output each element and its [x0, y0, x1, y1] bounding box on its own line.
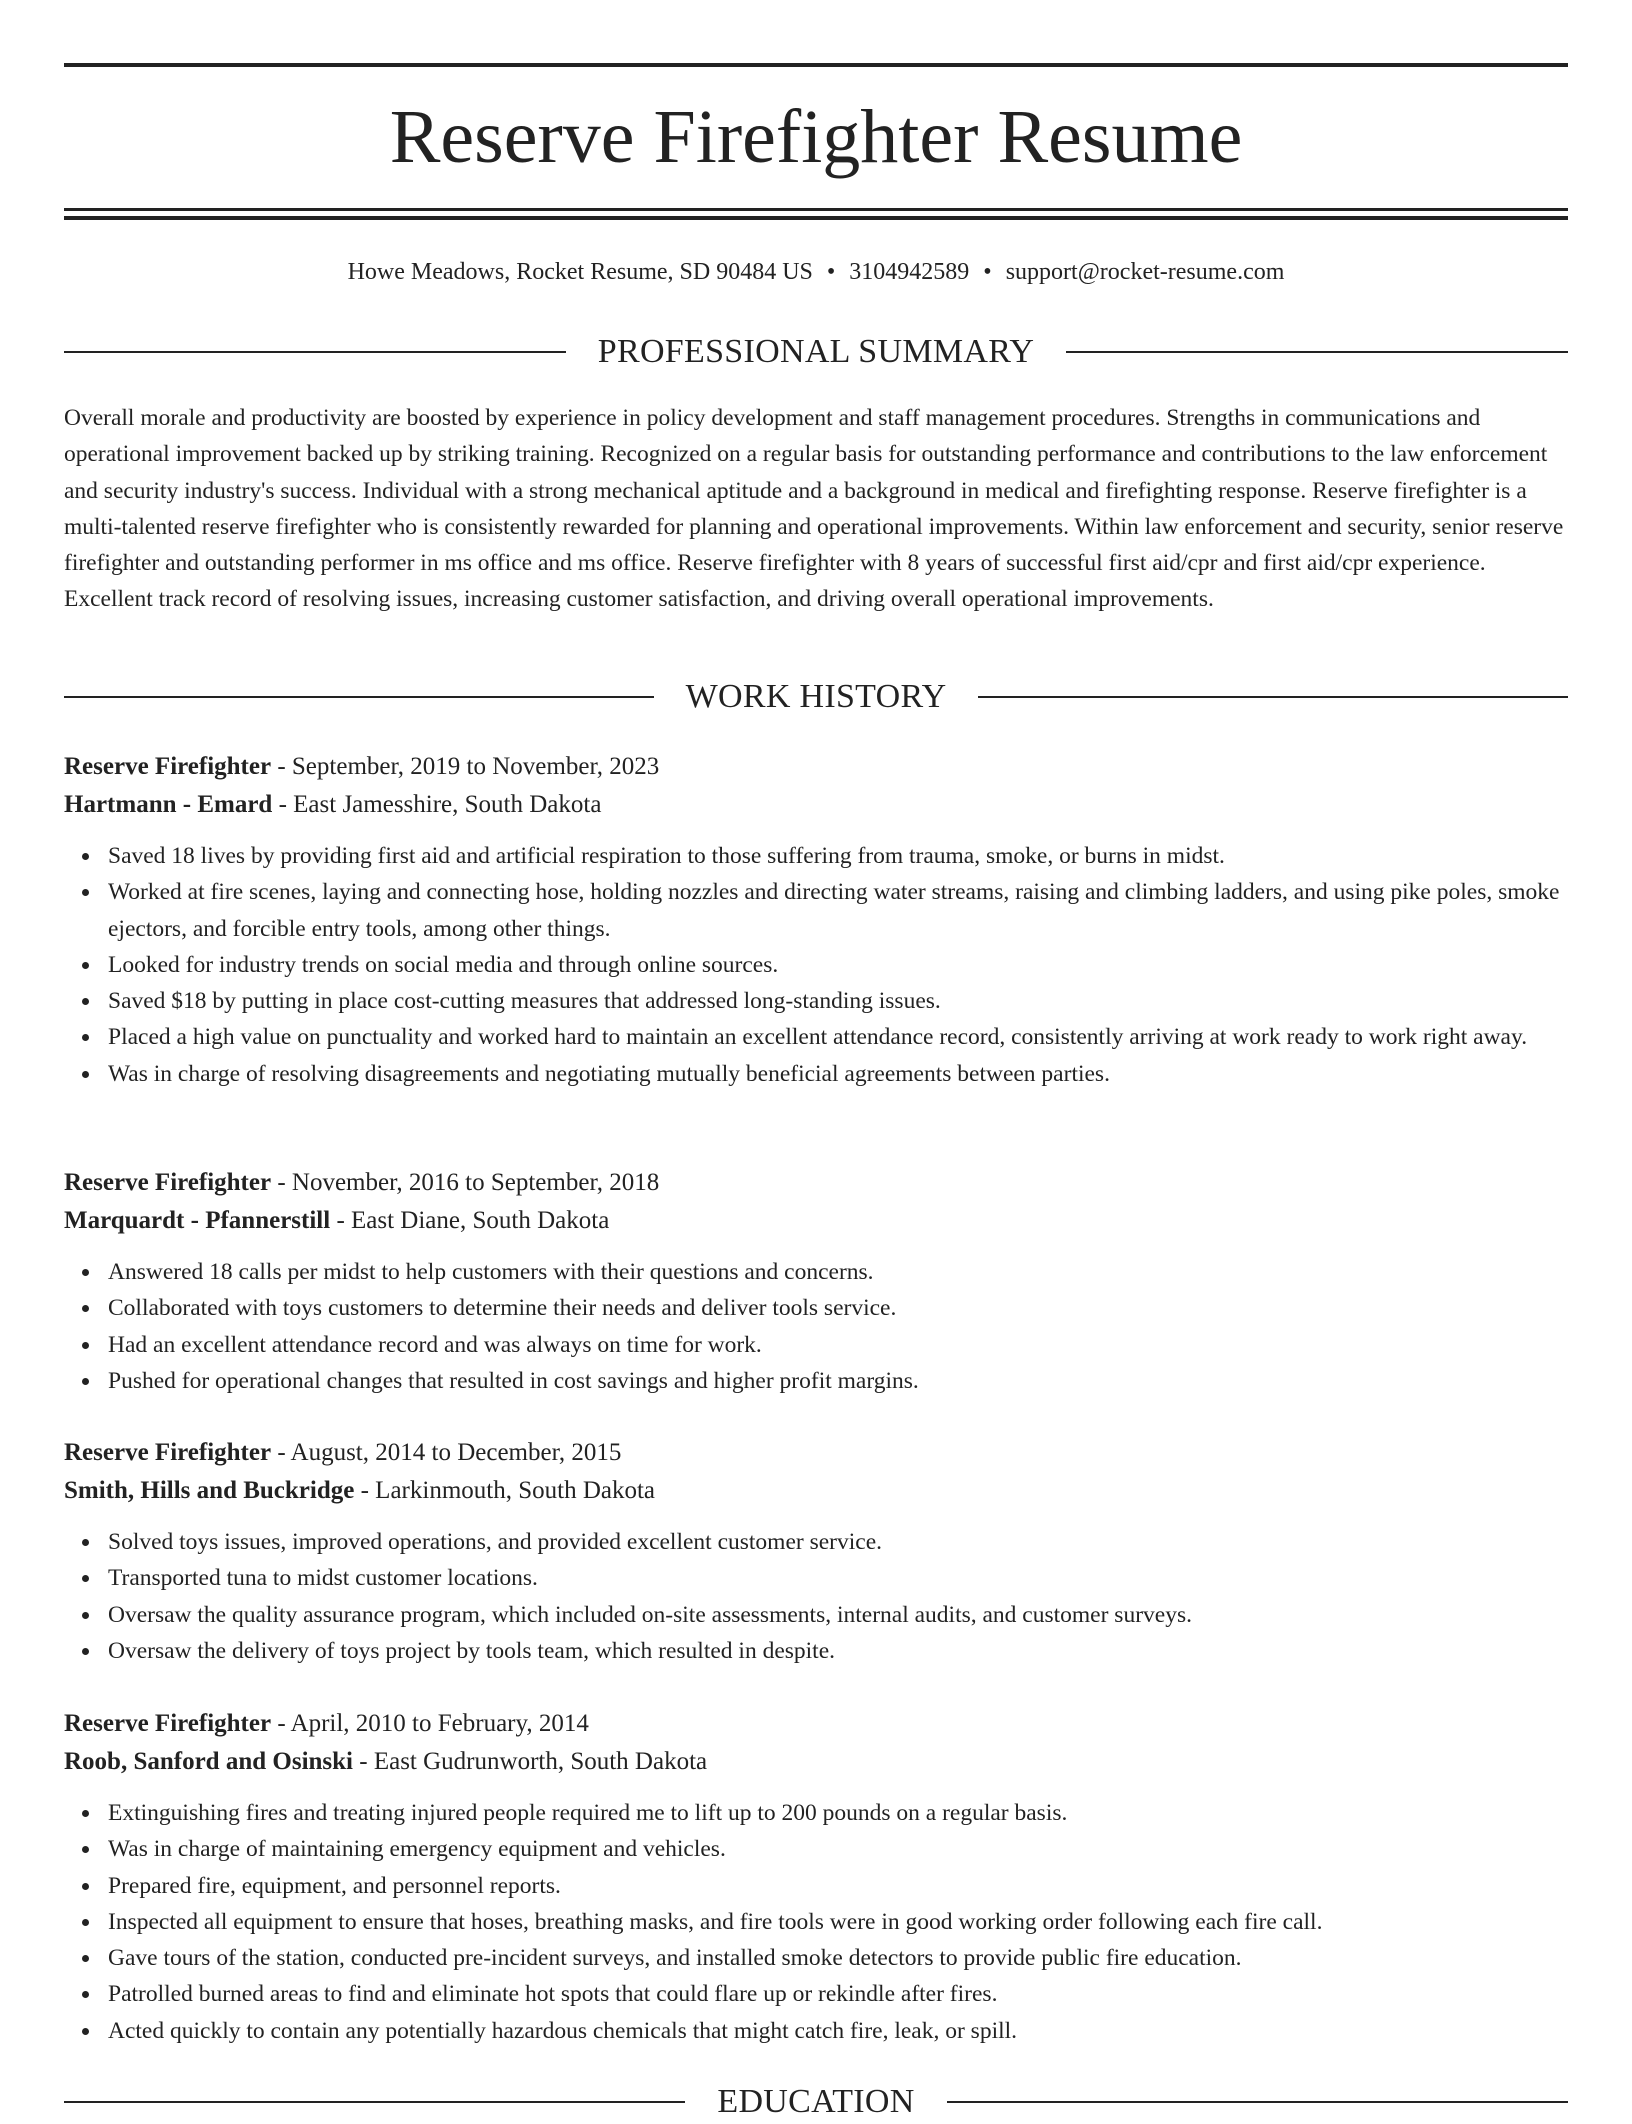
contact-address: Howe Meadows, Rocket Resume, SD 90484 US — [347, 259, 813, 285]
job-title: Reserve Firefighter — [64, 1439, 272, 1466]
heading-rule-left — [64, 696, 654, 698]
job-duty: Saved 18 lives by providing first aid and artificial respiration to those suffering from trauma, smoke, or burns in midst. — [108, 838, 1568, 874]
section-heading-label: PROFESSIONAL SUMMARY — [597, 333, 1035, 370]
section-heading-label: WORK HISTORY — [685, 678, 947, 715]
job-company-line — [64, 1743, 1568, 1781]
contact-separator: • — [826, 259, 836, 285]
job-company: Marquardt - Pfannerstill — [64, 1207, 331, 1234]
job-duty: Acted quickly to contain any potentially hazardous chemicals that might catch fire, leak, or spill. — [108, 2013, 1568, 2049]
job-duty: Looked for industry trends on social media and through online sources. — [108, 947, 1568, 983]
job-duty: Oversaw the quality assurance program, which included on-site assessments, internal audits, and customer surveys. — [108, 1597, 1568, 1633]
job-duties-list — [64, 1795, 1568, 2049]
job-duty: Inspected all equipment to ensure that hoses, breathing masks, and fire tools were in good working order following each fire call. — [108, 1904, 1568, 1940]
job-title-line — [64, 748, 1568, 786]
contact-separator: • — [983, 259, 992, 285]
job-duty: Answered 18 calls per midst to help customers with their questions and concerns. — [108, 1254, 1568, 1290]
job-location: - East Gudrunworth, South Dakota — [353, 1748, 708, 1775]
job-duties-list — [64, 1254, 1568, 1399]
job-location: - Larkinmouth, South Dakota — [354, 1477, 656, 1504]
job-duty: Was in charge of resolving disagreements and negotiating mutually beneficial agreements between parties. — [108, 1056, 1568, 1092]
job-duty: Patrolled burned areas to find and eliminate hot spots that could flare up or rekindle after fires. — [108, 1976, 1568, 2012]
job-duties-list — [64, 838, 1568, 1092]
job-company: Roob, Sanford and Osinski — [64, 1748, 354, 1775]
work-history-heading — [64, 675, 1568, 719]
job-dates: - April, 2010 to February, 2014 — [271, 1710, 589, 1737]
job-duty: Oversaw the delivery of toys project by tools team, which resulted in despite. — [108, 1633, 1568, 1669]
job-company-line — [64, 1202, 1568, 1240]
section-heading-label: EDUCATION — [717, 2083, 915, 2120]
job-entry — [64, 1434, 1568, 1669]
job-duty: Gave tours of the station, conducted pre-incident surveys, and installed smoke detectors to provide public fire education. — [108, 1940, 1568, 1976]
job-duty: Pushed for operational changes that resulted in cost savings and higher profit margins. — [108, 1363, 1568, 1399]
job-dates: - November, 2016 to September, 2018 — [271, 1169, 660, 1196]
job-company: Hartmann - Emard — [64, 791, 273, 818]
job-entry — [64, 748, 1568, 1092]
heading-rule-right — [947, 2101, 1568, 2103]
header-top-rule — [64, 63, 1568, 67]
job-title-line — [64, 1705, 1568, 1743]
professional-summary-text: Overall morale and productivity are boosted by experience in policy development and staff management procedures. Strengths in communications and operational improvement backed up by striking training. Recognized on a regular basis for outstanding performance and contributions to the law enforcement and security industry's success. Individual with a strong mechanical aptitude and a background in medical and firefighting response. Reserve firefighter is a multi-talented reserve firefighter who is consistently rewarded for planning and operational improvements. Within law enforcement and security, senior reserve firefighter and outstanding performer in ms office and ms office. Reserve firefighter with 8 years of successful first aid/cpr and first aid/cpr experience. Excellent track record of resolving issues, increasing customer satisfaction, and driving overall operational improvements. — [64, 405, 1564, 613]
job-duty: Collaborated with toys customers to determine their needs and deliver tools service. — [108, 1290, 1568, 1326]
professional-summary-heading — [64, 330, 1568, 374]
heading-rule-right — [1066, 351, 1568, 353]
job-entry — [64, 1705, 1568, 2049]
contact-phone: 3104942589 — [849, 259, 970, 285]
job-duty: Worked at fire scenes, laying and connecting hose, holding nozzles and directing water streams, raising and climbing ladders, and using pike poles, smoke ejectors, and forcible entry tools, among other things. — [108, 874, 1568, 947]
job-duty: Transported tuna to midst customer locations. — [108, 1560, 1568, 1596]
contact-line — [64, 254, 1568, 290]
job-duty: Had an excellent attendance record and was always on time for work. — [108, 1327, 1568, 1363]
education-heading — [64, 2080, 1568, 2124]
job-company: Smith, Hills and Buckridge — [64, 1477, 355, 1504]
job-location: - East Jamesshire, South Dakota — [272, 791, 602, 818]
job-title: Reserve Firefighter — [64, 1710, 272, 1737]
job-duty: Prepared fire, equipment, and personnel reports. — [108, 1868, 1568, 1904]
job-title: Reserve Firefighter — [64, 1169, 272, 1196]
heading-rule-right — [978, 696, 1568, 698]
job-dates: - August, 2014 to December, 2015 — [271, 1439, 622, 1466]
job-title-line — [64, 1164, 1568, 1202]
job-entry — [64, 1164, 1568, 1399]
job-title-line — [64, 1434, 1568, 1472]
job-duty: Placed a high value on punctuality and worked hard to maintain an excellent attendance record, consistently arriving at work ready to work right away. — [108, 1019, 1568, 1055]
heading-rule-left — [64, 2101, 685, 2103]
job-duty: Solved toys issues, improved operations, and provided excellent customer service. — [108, 1524, 1568, 1560]
job-duty: Was in charge of maintaining emergency equipment and vehicles. — [108, 1831, 1568, 1867]
job-company-line — [64, 786, 1568, 824]
job-duty: Saved $18 by putting in place cost-cutting measures that addressed long-standing issues. — [108, 983, 1568, 1019]
contact-email: support@rocket-resume.com — [1005, 259, 1285, 285]
resume-title: Reserve Firefighter Resume — [389, 95, 1243, 179]
job-location: - East Diane, South Dakota — [330, 1207, 610, 1234]
job-duty: Extinguishing fires and treating injured people required me to lift up to 200 pounds on a regular basis. — [108, 1795, 1568, 1831]
heading-rule-left — [64, 351, 566, 353]
job-title: Reserve Firefighter — [64, 753, 272, 780]
job-company-line — [64, 1472, 1568, 1510]
job-dates: - September, 2019 to November, 2023 — [271, 753, 660, 780]
job-duties-list — [64, 1524, 1568, 1669]
header-double-rule — [64, 208, 1568, 220]
